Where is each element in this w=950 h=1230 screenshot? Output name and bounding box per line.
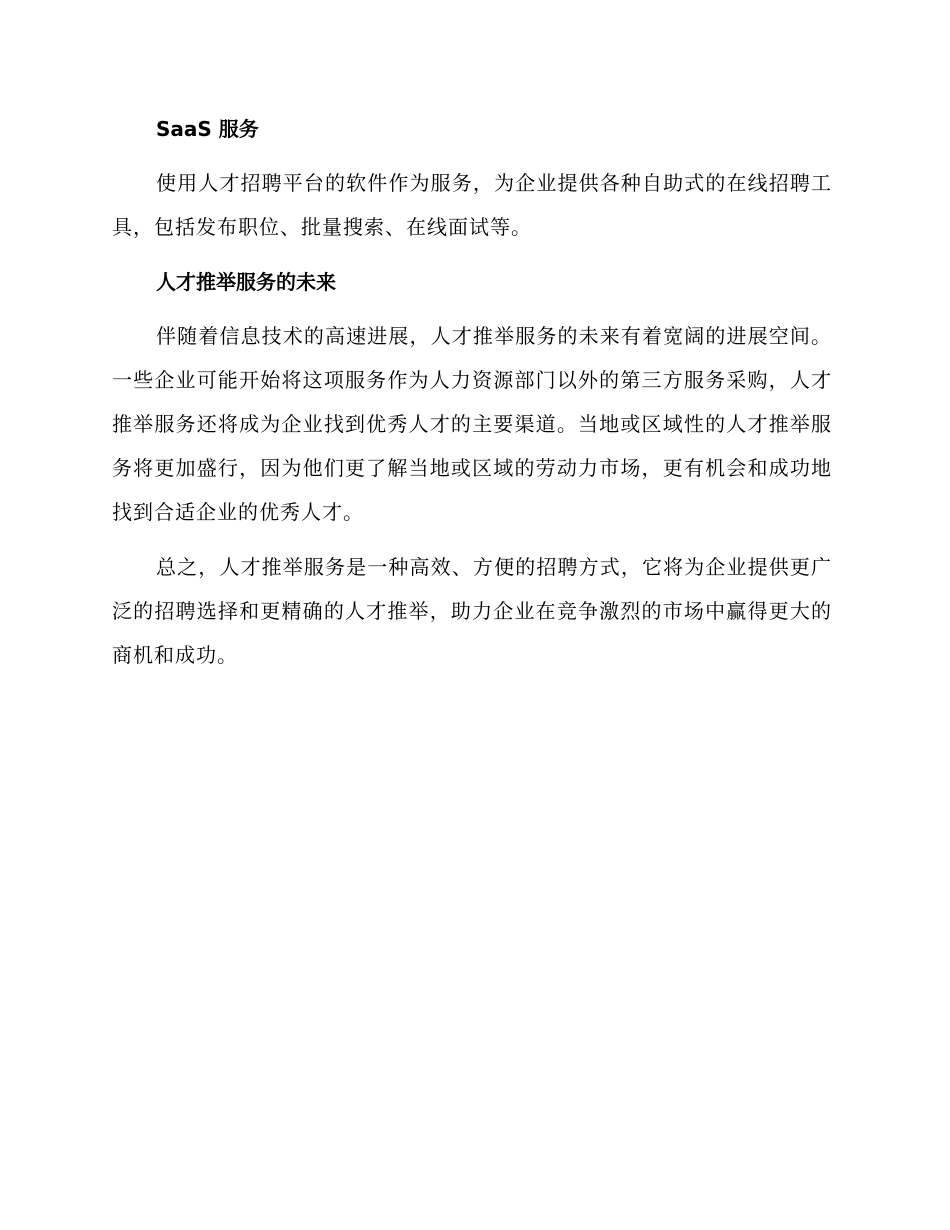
paragraph-conclusion: 总之，人才推举服务是一种高效、方便的招聘方式，它将为企业提供更广泛的招聘选择和更精确的人才推举，助力企业在竞争激烈的市场中赢得更大的商机和成功。 xyxy=(112,555,832,667)
paragraph-future-outlook: 伴随着信息技术的高速进展，人才推举服务的未来有着宽阔的进展空间。一些企业可能开始将这项服务作为人力资源部门以外的第三方服务采购，人才推举服务还将成为企业找到优秀人才的主要渠道。当地或区域性的人才推举服务将更加盛行，因为他们更了解当地或区域的劳动力市场，更有机会和成功地找到合适企业的优秀人才。 xyxy=(112,324,832,524)
paragraph-saas-description: 使用人才招聘平台的软件作为服务，为企业提供各种自助式的在线招聘工具，包括发布职位、批量搜索、在线面试等。 xyxy=(112,171,832,239)
document-body xyxy=(112,107,832,688)
section-heading-saas: SaaS 服务 xyxy=(156,117,259,141)
section-heading-future: 人才推举服务的未来 xyxy=(156,270,336,294)
